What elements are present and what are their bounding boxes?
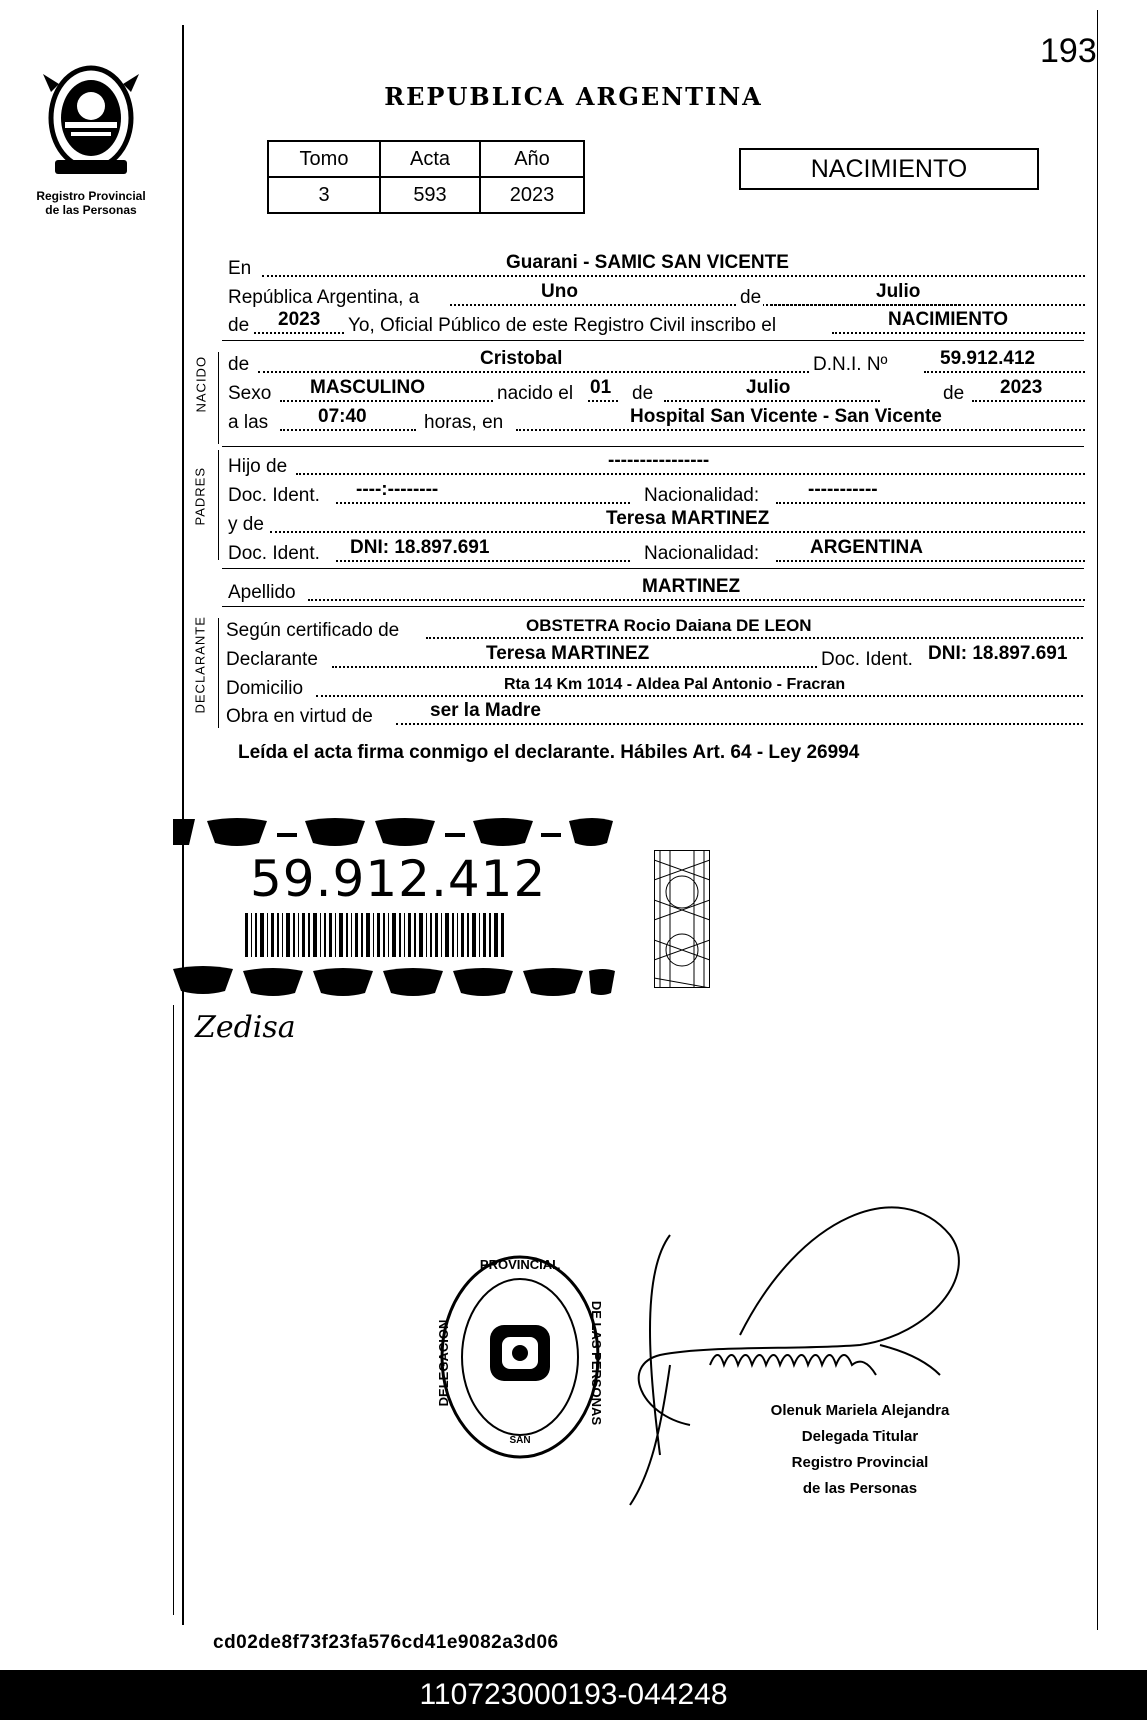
value-doc-padre: ----:-------- (356, 479, 439, 500)
value-tomo: 3 (268, 177, 380, 213)
document-title: REPUBLICA ARGENTINA (384, 82, 763, 111)
field-sexo (228, 379, 1085, 405)
label-apellido: Apellido (228, 582, 296, 603)
label-sexo: Sexo (228, 383, 272, 404)
declarant-signature: Zedisa (195, 1010, 296, 1045)
rule-after-apellido (222, 606, 1084, 607)
field-en (228, 254, 1085, 280)
label-obra: Obra en virtud de (226, 706, 373, 727)
value-domicilio: Rta 14 Km 1014 - Aldea Pal Antonio - Fracran (504, 676, 846, 693)
declarante-divider (218, 618, 219, 728)
header-acta: Acta (380, 141, 480, 177)
wave-border-top-icon (173, 815, 615, 849)
value-en: Guarani - SAMIC SAN VICENTE (506, 252, 789, 273)
field-apellido (228, 578, 1085, 604)
value-hora: 07:40 (318, 406, 367, 427)
value-sexo: MASCULINO (310, 377, 426, 398)
page-number: 193 (1040, 32, 1097, 70)
field-hora-lugar (228, 408, 1085, 434)
label-nac-de: de (632, 383, 654, 404)
logo-caption-line1: Registro Provincial (36, 189, 146, 203)
value-nac-anio: 2023 (1000, 377, 1043, 398)
value-declarante: Teresa MARTINEZ (486, 643, 650, 664)
value-nac-dia: 01 (590, 377, 612, 398)
value-nacionalidad-madre: ARGENTINA (810, 537, 923, 558)
field-nombre (228, 350, 1085, 376)
value-certificado: OBSTETRA Rocio Daiana DE LEON (526, 616, 812, 635)
label-horas-en: horas, en (424, 412, 504, 433)
document-hash: cd02de8f73f23fa576cd41e9082a3d06 (213, 1632, 559, 1653)
value-dni: 59.912.412 (940, 348, 1036, 369)
label-de-anio: de (228, 315, 250, 336)
rule-after-nacido (222, 446, 1084, 447)
label-nacionalidad: Nacionalidad: (644, 485, 760, 506)
registry-table (267, 140, 585, 214)
official-seal-icon (430, 1245, 610, 1475)
field-certificado (226, 616, 1083, 642)
official-title: Delegada Titular (801, 1428, 919, 1445)
logo-caption-line2: de las Personas (45, 203, 137, 217)
section-label-nacido: NACIDO (193, 355, 209, 413)
field-domicilio (226, 674, 1083, 700)
barcode-icon (245, 913, 505, 957)
svg-text:DE LAS PERSONAS: DE LAS PERSONAS (589, 1300, 604, 1426)
province-seal-icon (41, 62, 141, 180)
rule-after-header (222, 340, 1084, 341)
label-decl-doc: Doc. Ident. (818, 649, 916, 671)
field-hijo-de (228, 452, 1085, 478)
value-decl-doc: DNI: 18.897.691 (928, 643, 1068, 664)
closing-statement: Leída el acta firma conmigo el declarante. Hábiles Art. 64 - Ley 26994 (238, 742, 860, 763)
label-nac-de2: de (940, 383, 967, 405)
field-madre (228, 510, 1085, 536)
header-anio: Año (480, 141, 584, 177)
value-apellido: MARTINEZ (642, 576, 741, 597)
svg-text:PROVINCIAL: PROVINCIAL (479, 1257, 561, 1272)
registry-logo (26, 62, 156, 217)
label-oficial: Yo, Oficial Público de este Registro Civil inscribo el (348, 315, 777, 336)
wave-border-bottom-icon (173, 965, 615, 999)
svg-text:DELEGACION: DELEGACION (436, 1319, 451, 1407)
value-anio: 2023 (480, 177, 584, 213)
record-type-box: NACIMIENTO (739, 148, 1039, 190)
nacido-divider (218, 352, 219, 444)
signature-margin-line (173, 1005, 174, 1615)
value-dia: Uno (541, 281, 578, 302)
field-fecha-inscripcion (228, 283, 1085, 309)
field-anio-inscribo (228, 311, 1085, 337)
official-name: Olenuk Mariela Alejandra (770, 1402, 950, 1419)
value-nombre: Cristobal (480, 348, 563, 369)
value-anio-inscripcion: 2023 (278, 309, 321, 330)
value-acta: 593 (380, 177, 480, 213)
right-margin-line (1097, 10, 1098, 1630)
official-signature-block (735, 1398, 985, 1502)
section-label-padres: PADRES (192, 467, 208, 526)
header-tomo: Tomo (268, 141, 380, 177)
official-office-line1: Registro Provincial (791, 1454, 929, 1471)
value-nacionalidad-padre: ----------- (808, 479, 878, 500)
padres-divider (218, 450, 219, 560)
value-doc-madre: DNI: 18.897.691 (350, 537, 490, 558)
field-doc-madre (228, 539, 1085, 565)
label-a-las: a las (228, 412, 269, 433)
label-dni: D.N.I. Nº (810, 354, 891, 376)
label-de-mes: de (740, 287, 762, 308)
label-y-de: y de (228, 514, 264, 535)
footer-document-id: 110723000193-044248 (0, 1670, 1147, 1720)
rule-after-padres (222, 568, 1084, 569)
label-doc-ident: Doc. Ident. (228, 485, 320, 506)
value-nac-mes: Julio (746, 377, 791, 398)
label-domicilio: Domicilio (226, 678, 304, 699)
value-mes: Julio (876, 281, 921, 302)
field-obra (226, 702, 1083, 728)
field-declarante (226, 645, 1083, 671)
value-hijo-de: ---------------- (608, 450, 710, 471)
label-republica: República Argentina, a (228, 287, 420, 308)
value-madre: Teresa MARTINEZ (606, 508, 770, 529)
value-obra: ser la Madre (430, 700, 541, 721)
label-nacionalidad-madre: Nacionalidad: (644, 543, 760, 564)
official-office-line2: de las Personas (802, 1480, 918, 1497)
label-en: En (228, 258, 252, 279)
value-inscribo: NACIMIENTO (888, 309, 1008, 330)
label-certificado: Según certificado de (226, 620, 400, 641)
section-label-declarante: DECLARANTE (192, 616, 208, 714)
value-lugar: Hospital San Vicente - San Vicente (630, 406, 942, 427)
label-doc-ident-madre: Doc. Ident. (228, 543, 320, 564)
svg-text:SAN: SAN (509, 1435, 531, 1446)
barcode-dni-number: 59.912.412 (250, 850, 547, 908)
label-declarante: Declarante (226, 649, 318, 670)
field-doc-padre (228, 481, 1085, 507)
label-de-nombre: de (228, 354, 250, 375)
label-nacido-el: nacido el (494, 383, 576, 405)
hologram-stamp-icon (654, 850, 710, 988)
label-hijo-de: Hijo de (228, 456, 288, 477)
